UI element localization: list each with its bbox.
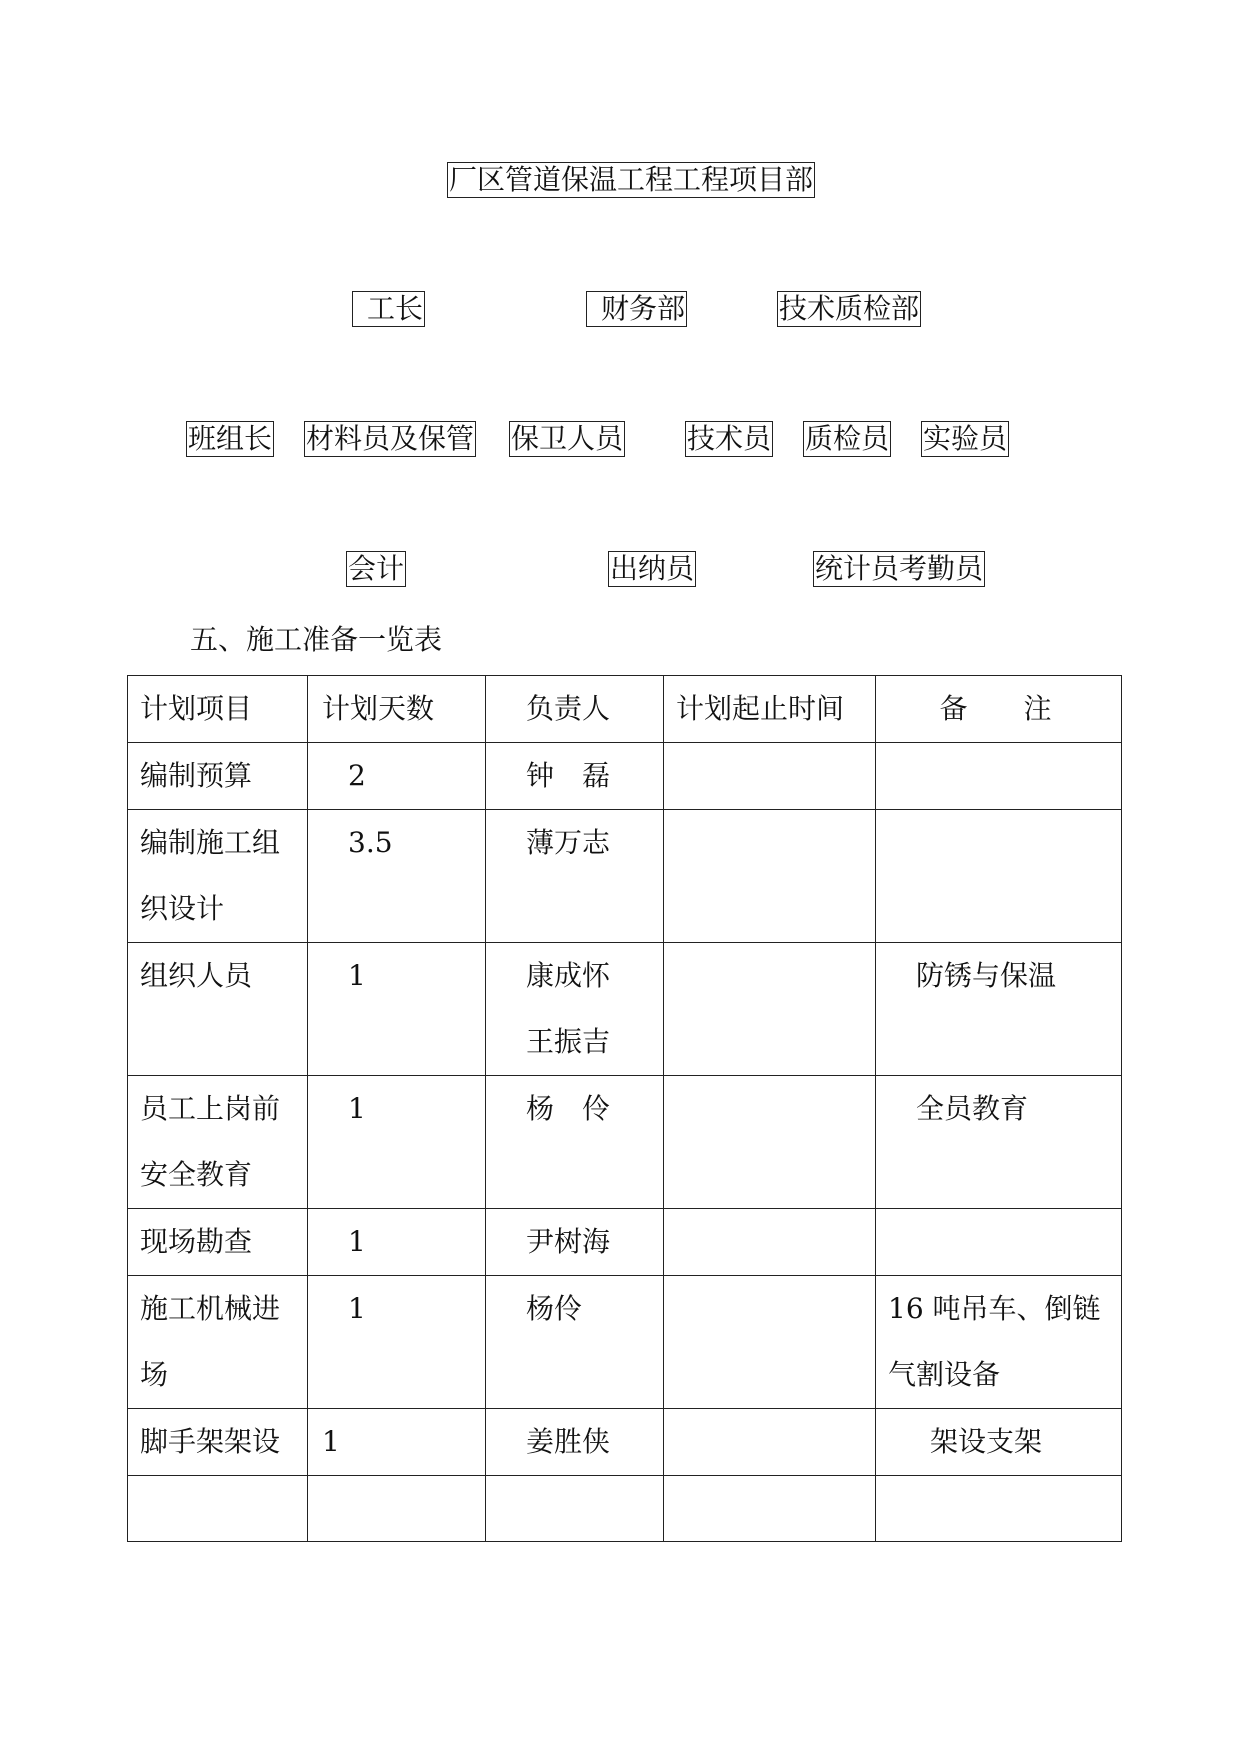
cell-days bbox=[308, 1476, 486, 1542]
cell-text: 全员教育 bbox=[916, 1092, 1029, 1125]
cell-text: 组织人员 bbox=[140, 959, 253, 992]
cell-item bbox=[128, 810, 308, 943]
cell-text: 现场勘查 bbox=[140, 1225, 253, 1258]
table-row bbox=[128, 810, 1122, 943]
header-plan-item: 计划项目 bbox=[128, 676, 308, 743]
org-box-cashier: 出纳员 bbox=[610, 552, 695, 585]
cell-note bbox=[876, 943, 1122, 1076]
cell-person bbox=[486, 810, 664, 943]
cell-person bbox=[486, 1076, 664, 1209]
cell-item bbox=[128, 1209, 308, 1276]
cell-person bbox=[486, 1476, 664, 1542]
cell-time bbox=[664, 1209, 876, 1276]
cell-item bbox=[128, 943, 308, 1076]
header-plan-days: 计划天数 bbox=[308, 676, 486, 743]
cell-person bbox=[486, 1209, 664, 1276]
cell-time bbox=[664, 1476, 876, 1542]
cell-note bbox=[876, 1476, 1122, 1542]
cell-text: 王振吉 bbox=[526, 1025, 611, 1058]
table-row bbox=[128, 943, 1122, 1076]
cell-time bbox=[664, 943, 876, 1076]
cell-time bbox=[664, 1409, 876, 1476]
cell-text: 杨 伶 bbox=[526, 1092, 611, 1125]
org-box-team-leader: 班组长 bbox=[188, 422, 273, 455]
org-box-project-dept: 厂区管道保温工程工程项目部 bbox=[449, 163, 814, 196]
cell-days: 1 bbox=[308, 1209, 486, 1276]
cell-text: 姜胜侠 bbox=[526, 1425, 611, 1458]
cell-days: 1 bbox=[308, 1276, 486, 1409]
cell-text: 康成怀 bbox=[526, 959, 611, 992]
cell-item bbox=[128, 1276, 308, 1409]
cell-note bbox=[876, 743, 1122, 810]
table-row bbox=[128, 1276, 1122, 1409]
cell-note bbox=[876, 1409, 1122, 1476]
cell-text: 16 吨吊车、倒链 bbox=[888, 1292, 1101, 1325]
cell-days: 1 bbox=[308, 1076, 486, 1209]
cell-person bbox=[486, 1276, 664, 1409]
org-box-quality-inspector: 质检员 bbox=[805, 422, 890, 455]
cell-person bbox=[486, 943, 664, 1076]
org-box-lab-tech: 实验员 bbox=[923, 422, 1008, 455]
table-row bbox=[128, 1076, 1122, 1209]
cell-days: 1 bbox=[308, 943, 486, 1076]
header-remarks: 备 注 bbox=[876, 676, 1122, 743]
cell-time bbox=[664, 1276, 876, 1409]
org-box-finance-dept: 财务部 bbox=[586, 291, 687, 327]
cell-time bbox=[664, 810, 876, 943]
cell-text: 员工上岗前 bbox=[140, 1092, 281, 1125]
cell-note bbox=[876, 1076, 1122, 1209]
cell-text: 气割设备 bbox=[888, 1358, 1001, 1391]
org-box-accountant: 会计 bbox=[348, 552, 405, 585]
table-row bbox=[128, 1209, 1122, 1276]
section-title: 五、施工准备一览表 bbox=[190, 623, 443, 656]
org-box-materials-keeper: 材料员及保管 bbox=[306, 422, 475, 455]
cell-text: 施工机械进 bbox=[140, 1292, 281, 1325]
cell-text: 钟 磊 bbox=[526, 759, 611, 792]
cell-time bbox=[664, 743, 876, 810]
cell-text: 薄万志 bbox=[526, 826, 611, 859]
cell-item bbox=[128, 1076, 308, 1209]
cell-note bbox=[876, 1276, 1122, 1409]
org-box-technician: 技术员 bbox=[687, 422, 772, 455]
preparation-table bbox=[127, 675, 1122, 1542]
org-box-security-staff: 保卫人员 bbox=[511, 422, 624, 455]
table-row bbox=[128, 1409, 1122, 1476]
cell-item bbox=[128, 743, 308, 810]
table-row bbox=[128, 743, 1122, 810]
cell-item bbox=[128, 1409, 308, 1476]
cell-person bbox=[486, 1409, 664, 1476]
cell-person bbox=[486, 743, 664, 810]
cell-text: 编制施工组 bbox=[140, 826, 281, 859]
cell-text: 场 bbox=[140, 1358, 169, 1391]
cell-text: 杨伶 bbox=[526, 1292, 583, 1325]
table-row bbox=[128, 1476, 1122, 1542]
org-box-foreman: 工长 bbox=[352, 291, 425, 327]
cell-text: 织设计 bbox=[140, 892, 225, 925]
cell-days: 3.5 bbox=[308, 810, 486, 943]
cell-days: 1 bbox=[308, 1409, 486, 1476]
cell-text: 脚手架架设 bbox=[140, 1425, 281, 1458]
org-box-tech-quality-dept: 技术质检部 bbox=[779, 292, 920, 325]
header-start-end-time: 计划起止时间 bbox=[664, 676, 876, 743]
cell-note bbox=[876, 1209, 1122, 1276]
cell-text: 编制预算 bbox=[140, 759, 253, 792]
org-box-statistician: 统计员考勤员 bbox=[815, 552, 984, 585]
table-header-row bbox=[128, 676, 1122, 743]
cell-note bbox=[876, 810, 1122, 943]
cell-days: 2 bbox=[308, 743, 486, 810]
cell-text: 架设支架 bbox=[930, 1425, 1043, 1458]
header-responsible: 负责人 bbox=[486, 676, 664, 743]
cell-item bbox=[128, 1476, 308, 1542]
cell-text: 安全教育 bbox=[140, 1158, 253, 1191]
cell-text: 尹树海 bbox=[526, 1225, 611, 1258]
cell-time bbox=[664, 1076, 876, 1209]
cell-text: 防锈与保温 bbox=[916, 959, 1057, 992]
